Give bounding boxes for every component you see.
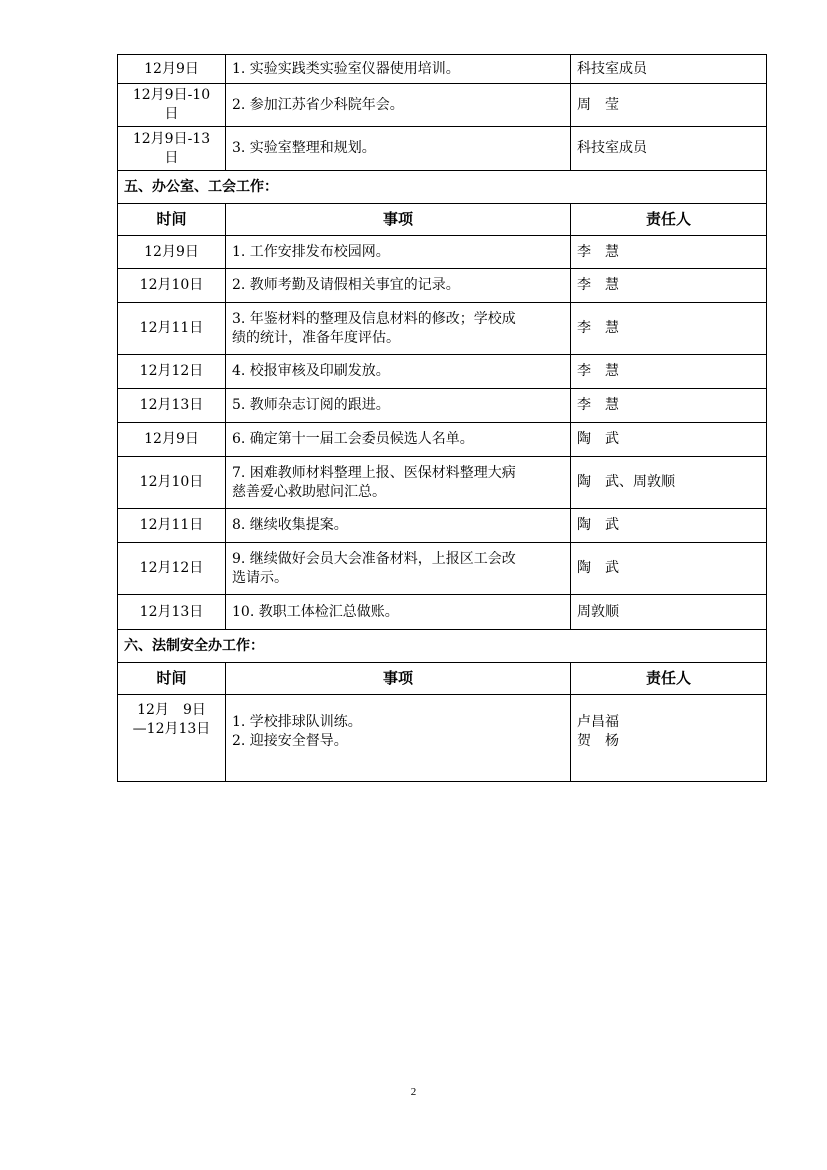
owner-text: 卢昌福 — [577, 714, 619, 730]
schedule-body — [118, 55, 767, 782]
task-text: 10. 教职工体检汇总做账。 — [232, 603, 399, 620]
owner-cell — [571, 389, 767, 423]
task-cell — [226, 457, 571, 509]
task-cell — [226, 423, 571, 457]
date-cell — [118, 236, 226, 269]
date-cell — [118, 509, 226, 543]
date-cell — [118, 695, 226, 782]
owner-cell — [571, 236, 767, 269]
date-text: —12月13日 — [132, 721, 211, 737]
task-text: 8. 继续收集提案。 — [232, 517, 348, 533]
header-time: 时间 — [118, 663, 226, 695]
table-row — [118, 423, 767, 457]
table-row — [118, 355, 767, 389]
task-cell — [226, 595, 571, 630]
task-text: 1. 学校排球队训练。 — [232, 714, 362, 730]
table-row — [118, 543, 767, 595]
owner-text: 贺 杨 — [577, 733, 619, 749]
task-text: 7. 困难教师材料整理上报、医保材料整理大病 — [232, 464, 516, 481]
task-cell — [226, 509, 571, 543]
owner-text: 李 慧 — [577, 243, 619, 260]
date-cell — [118, 55, 226, 84]
date-cell — [118, 423, 226, 457]
date-cell — [118, 355, 226, 389]
date-cell — [118, 269, 226, 303]
table-row — [118, 457, 767, 509]
task-text: 4. 校报审核及印刷发放。 — [232, 363, 390, 379]
date-cell — [118, 457, 226, 509]
owner-cell — [571, 595, 767, 630]
header-time: 时间 — [118, 204, 226, 236]
table-row — [118, 509, 767, 543]
owner-cell — [571, 695, 767, 782]
task-cell — [226, 543, 571, 595]
date-text: 12月13日 — [139, 603, 204, 620]
owner-text: 李 慧 — [577, 277, 619, 293]
owner-text: 李 慧 — [577, 363, 619, 379]
date-text: 12月12日 — [139, 560, 204, 576]
date-cell — [118, 84, 226, 127]
task-cell — [226, 269, 571, 303]
task-text: 6. 确定第十一届工会委员候选人名单。 — [232, 431, 474, 447]
task-cell — [226, 84, 571, 127]
owner-text: 陶 武 — [577, 431, 619, 447]
owner-text: 科技室成员 — [577, 60, 647, 77]
section-row — [118, 630, 767, 663]
header-item: 事项 — [226, 663, 571, 695]
owner-cell — [571, 55, 767, 84]
table-row — [118, 127, 767, 171]
date-text: 12月9日-10 — [132, 87, 211, 103]
date-text: 日 — [164, 106, 179, 122]
owner-cell — [571, 84, 767, 127]
header-row — [118, 663, 767, 695]
section-row — [118, 171, 767, 204]
owner-cell — [571, 303, 767, 355]
owner-text: 陶 武 — [577, 560, 619, 576]
task-text: 2. 迎接安全督导。 — [232, 733, 348, 749]
table-row — [118, 595, 767, 630]
owner-cell — [571, 423, 767, 457]
owner-text: 陶 武 — [577, 517, 619, 533]
date-text: 12月9日 — [144, 243, 199, 260]
date-cell — [118, 303, 226, 355]
date-cell — [118, 389, 226, 423]
owner-text: 李 慧 — [577, 397, 619, 413]
table-row — [118, 303, 767, 355]
owner-text: 周 莹 — [577, 96, 619, 113]
date-text: 12月9日-13 — [132, 130, 211, 147]
date-text: 12月10日 — [139, 474, 204, 490]
task-cell — [226, 236, 571, 269]
date-cell — [118, 543, 226, 595]
table-row — [118, 695, 767, 782]
task-text: 慈善爱心救助慰问汇总。 — [232, 483, 386, 500]
task-text: 选请示。 — [232, 569, 288, 586]
task-cell — [226, 355, 571, 389]
owner-cell — [571, 127, 767, 171]
owner-text: 科技室成员 — [577, 140, 647, 156]
owner-text: 陶 武、周敦顺 — [577, 474, 675, 490]
task-cell — [226, 389, 571, 423]
owner-cell — [571, 269, 767, 303]
task-cell — [226, 55, 571, 84]
section-title: 五、办公室、工会工作： — [118, 171, 767, 204]
table-row — [118, 389, 767, 423]
section-title: 六、法制安全办工作： — [118, 630, 767, 663]
table-row — [118, 55, 767, 84]
owner-cell — [571, 509, 767, 543]
date-text: 12月 9日 — [137, 702, 206, 718]
owner-text: 周敦顺 — [577, 603, 619, 620]
date-text: 12月10日 — [139, 277, 204, 293]
task-text: 1. 工作安排发布校园网。 — [232, 243, 390, 260]
table-row — [118, 84, 767, 127]
owner-cell — [571, 457, 767, 509]
task-cell — [226, 695, 571, 782]
header-row — [118, 204, 767, 236]
page-number: 2 — [410, 1086, 417, 1098]
date-text: 12月9日 — [144, 431, 199, 447]
date-text: 12月13日 — [139, 397, 204, 413]
task-text: 9. 继续做好会员大会准备材料，上报区工会改 — [232, 550, 516, 567]
schedule-table — [117, 54, 767, 782]
owner-text: 李 慧 — [577, 320, 619, 336]
table-row — [118, 269, 767, 303]
date-text: 12月12日 — [139, 363, 204, 379]
task-text: 5. 教师杂志订阅的跟进。 — [232, 397, 390, 413]
header-item: 事项 — [226, 204, 571, 236]
task-cell — [226, 127, 571, 171]
table-row — [118, 236, 767, 269]
task-cell — [226, 303, 571, 355]
owner-cell — [571, 543, 767, 595]
task-text: 2. 参加江苏省少科院年会。 — [232, 96, 404, 113]
owner-cell — [571, 355, 767, 389]
task-text: 2. 教师考勤及请假相关事宜的记录。 — [232, 277, 460, 293]
task-text: 绩的统计，准备年度评估。 — [232, 329, 400, 346]
date-cell — [118, 127, 226, 171]
date-text: 12月9日 — [144, 60, 199, 77]
header-owner: 责任人 — [571, 204, 767, 236]
date-text: 12月11日 — [139, 320, 204, 336]
task-text: 1. 实验实践类实验室仪器使用培训。 — [232, 60, 460, 77]
date-text: 12月11日 — [139, 517, 204, 533]
date-cell — [118, 595, 226, 630]
task-text: 3. 实验室整理和规划。 — [232, 140, 376, 156]
header-owner: 责任人 — [571, 663, 767, 695]
date-text: 日 — [164, 149, 179, 166]
task-text: 3. 年鉴材料的整理及信息材料的修改；学校成 — [232, 310, 516, 327]
